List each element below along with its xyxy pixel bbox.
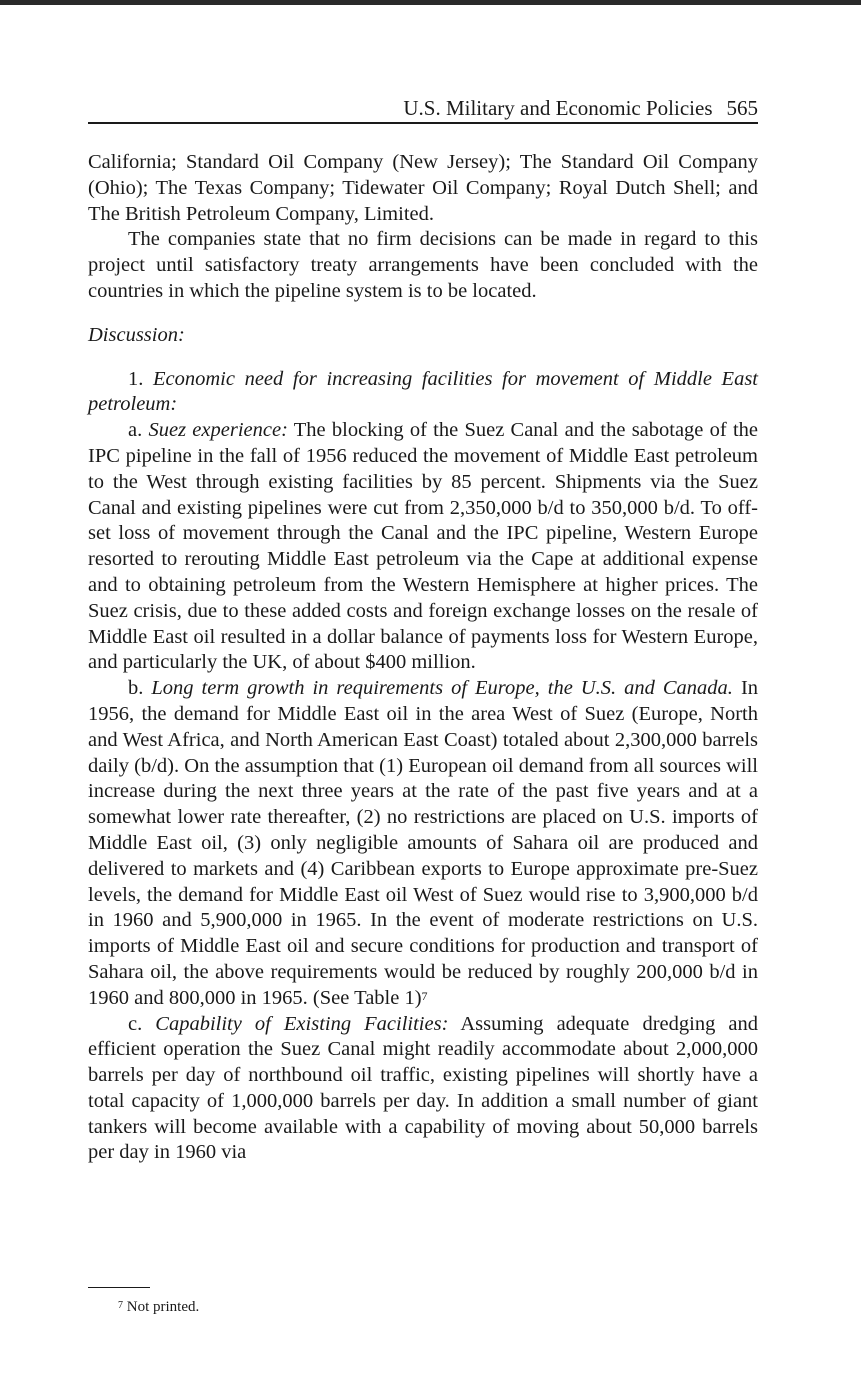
item-b-paragraph (88, 676, 758, 1011)
item-a-title: Suez experience: (148, 419, 288, 442)
item-c-title: Capability of Existing Facilities: (155, 1012, 449, 1035)
page-body (88, 150, 758, 1166)
footnote-text: Not printed. (126, 1299, 200, 1315)
item-c-paragraph (88, 1012, 758, 1167)
footnote-rule (88, 1287, 150, 1288)
item-a-label: a. (128, 419, 143, 442)
running-header (88, 94, 758, 124)
discussion-heading: Discussion: (88, 323, 185, 346)
paragraph-companies-state: The companies state that no firm decisions can be made in regard to this project until satisfactory treaty arrangements have been concluded with the countries in which the pipeline system is to be located. (88, 228, 758, 302)
running-header-title: U.S. Military and Economic Policies (403, 96, 713, 120)
item-1-number: 1. (128, 367, 144, 390)
footnote-marker: 7 (118, 1300, 123, 1311)
item-1-heading (88, 367, 758, 419)
item-c-text: Assuming adequate dredging and efficient operation the Suez Canal might readily accommodate about 2,000,000 barrels per day of northbound oil traffic, existing pipelines will shortly have a total capacity of 1,000,000 barrels per day. In addition a small number of giant tankers will become available with a capability of moving about 50,000 barrels per day in 1960 via (88, 1012, 758, 1164)
item-a-paragraph (88, 418, 758, 676)
footnote-reference: 7 (421, 988, 428, 1003)
item-b-label: b. (128, 677, 144, 700)
item-b-text: In 1956, the demand for Middle East oil in the area West of Suez (Europe, North and West Africa, and North American East Coast) totaled about 2,300,000 barrels daily (b/d). On the assumption that (1) European oil demand from all sources will increase during the next three years at the rate of the past five years and at a somewhat lower rate thereafter, (2) no restrictions are placed on U.S. imports of Middle East oil, (3) only negligible amounts of Sahara oil are produced and delivered to markets and (4) Caribbean exports to Europe approximate pre-Suez levels, the demand for Middle East oil West of Suez would rise to 3,900,000 b/d in 1960 and 5,900,000 in 1965. In the event of moderate restrictions on U.S. imports of Middle East oil and secure conditions for production and transport of Sahara oil, the above requirements would be reduced by roughly 200,000 b/d in 1960 and 800,000 in 1965. (See Table 1) (88, 677, 759, 1009)
item-c-label: c. (128, 1012, 143, 1035)
item-a-text: The blocking of the Suez Canal and the sabotage of the IPC pipeline in the fall of 1956 reduced the movement of Middle East petroleum to the West through existing facilities by 85 percent. Shipments via the Suez Canal and existing pipelines were cut from 2,350,000 b/d to 350,000 b/d. To off-set loss of movement through the Canal and the IPC pipeline, Western Europe resorted to rerouting Middle East petroleum via the Cape at additional expense and to obtaining petroleum from the Western Hemisphere at higher prices. The Suez crisis, due to these added costs and foreign exchange losses on the resale of Middle East oil resulted in a dollar balance of payments loss for Western Europe, and particularly the UK, of about $400 million. (88, 419, 759, 674)
scan-top-border (0, 0, 861, 5)
page-number: 565 (726, 96, 758, 120)
footnote (118, 1298, 199, 1316)
item-1-title: Economic need for increasing facilities for movement of Middle East petroleum: (88, 367, 758, 416)
item-b-title: Long term growth in requirements of Europe, the U.S. and Canada. (151, 677, 733, 700)
paragraph-company-list: California; Standard Oil Company (New Jersey); The Standard Oil Company (Ohio); The Texas Company; Tidewater Oil Company; Royal Dutch Shell; and The British Petroleum Company, Limited. (88, 151, 758, 225)
